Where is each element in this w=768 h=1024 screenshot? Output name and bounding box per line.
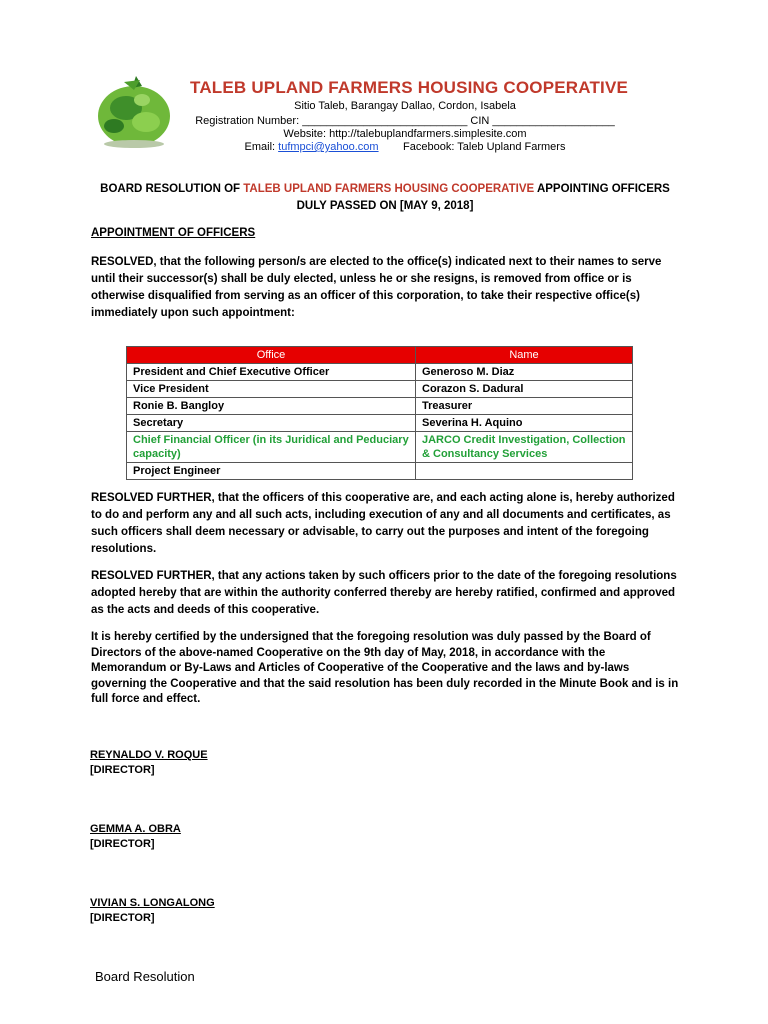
title-prefix: BOARD RESOLUTION OF <box>100 183 244 195</box>
resolved-further-lead: RESOLVED FURTHER <box>91 492 212 504</box>
resolved-further-paragraph-1 <box>91 490 683 558</box>
title-org: TALEB UPLAND FARMERS HOUSING COOPERATIVE <box>243 183 535 195</box>
resolved-further-lead: RESOLVED FURTHER <box>91 570 212 582</box>
email-label: Email: <box>244 141 279 153</box>
header-name: Name <box>416 347 633 364</box>
resolved-paragraph <box>91 254 683 322</box>
resolved-lead: RESOLVED, <box>91 256 157 268</box>
title-date: DULY PASSED ON [MAY 9, 2018] <box>296 200 474 212</box>
email-link[interactable]: tufmpci@yahoo.com <box>278 141 379 153</box>
table-row <box>127 463 633 480</box>
signatory-block <box>90 822 181 852</box>
table-row <box>127 432 633 463</box>
office-cell: Chief Financial Officer (in its Juridical and Peduciary capacity) <box>127 432 416 463</box>
name-cell: Treasurer <box>416 398 633 415</box>
organization-address: Sitio Taleb, Barangay Dallao, Cordon, Isabela <box>294 100 516 112</box>
name-cell: Severina H. Aquino <box>416 415 633 432</box>
signatory-name: VIVIAN S. LONGALONG <box>90 897 215 909</box>
table-row <box>127 415 633 432</box>
title-suffix: APPOINTING OFFICERS <box>534 183 670 195</box>
facebook-line: Facebook: Taleb Upland Farmers <box>403 141 566 153</box>
page-footer: Board Resolution <box>95 969 195 984</box>
name-cell: Corazon S. Dadural <box>416 381 633 398</box>
signatory-role: [DIRECTOR] <box>90 838 155 850</box>
name-cell <box>416 463 633 480</box>
name-cell: JARCO Credit Investigation, Collection & Consultancy Services <box>416 432 633 463</box>
header-office: Office <box>127 347 416 364</box>
office-cell: Vice President <box>127 381 416 398</box>
officers-table <box>126 346 633 480</box>
signatory-block <box>90 748 208 778</box>
contact-line <box>155 141 655 153</box>
certification-paragraph: It is hereby certified by the undersigned that the foregoing resolution was duly passed by the Board of Directors of the above-named Cooperative on the 9th day of May, 2018, in accordance with the Memorandum or By-Laws and Articles of Cooperative of the Cooperative and the laws and by-laws governing the Cooperative and that the said resolution has been duly recorded in the Minute Book and is in full force and effect. <box>91 631 679 705</box>
signatory-role: [DIRECTOR] <box>90 764 155 776</box>
table-header-row <box>127 347 633 364</box>
organization-name: TALEB UPLAND FARMERS HOUSING COOPERATIVE <box>190 78 629 97</box>
resolved-further-paragraph-2 <box>91 568 683 619</box>
resolution-title <box>90 181 680 215</box>
registration-line: Registration Number: ___________________________ CIN ____________________ <box>195 115 615 127</box>
office-cell: Ronie B. Bangloy <box>127 398 416 415</box>
resolved-body: that the following person/s are elected to the office(s) indicated next to their names to serve until their successor(s) shall be duly elected, unless he or she resigns, is removed from office or is otherwise disqualified from serving as an officer of this corporation, to take their respective office(s) immediately upon such appointment: <box>91 256 662 319</box>
office-cell: Secretary <box>127 415 416 432</box>
table-row <box>127 398 633 415</box>
resolved-further-body: , that the officers of this cooperative are, and each acting alone is, hereby authorized to do and perform any and all such acts, including execution of any and all documents and certificates, as such officers shall deem necessary or advisable, to carry out the purposes and intent of the foregoing resolutions. <box>91 492 675 555</box>
office-cell: President and Chief Executive Officer <box>127 364 416 381</box>
website-line: Website: http://talebuplandfarmers.simplesite.com <box>283 128 527 140</box>
resolved-further-body: , that any actions taken by such officers prior to the date of the foregoing resolutions adopted hereby that are within the authority conferred thereby are hereby ratified, confirmed and approved as the acts and deeds of this cooperative. <box>91 570 677 616</box>
office-cell: Project Engineer <box>127 463 416 480</box>
signatory-name: REYNALDO V. ROQUE <box>90 749 208 761</box>
table-row <box>127 364 633 381</box>
signatory-name: GEMMA A. OBRA <box>90 823 181 835</box>
name-cell: Generoso M. Diaz <box>416 364 633 381</box>
signatory-block <box>90 896 215 926</box>
signatory-role: [DIRECTOR] <box>90 912 155 924</box>
section-heading: APPOINTMENT OF OFFICERS <box>91 227 256 239</box>
table-row <box>127 381 633 398</box>
